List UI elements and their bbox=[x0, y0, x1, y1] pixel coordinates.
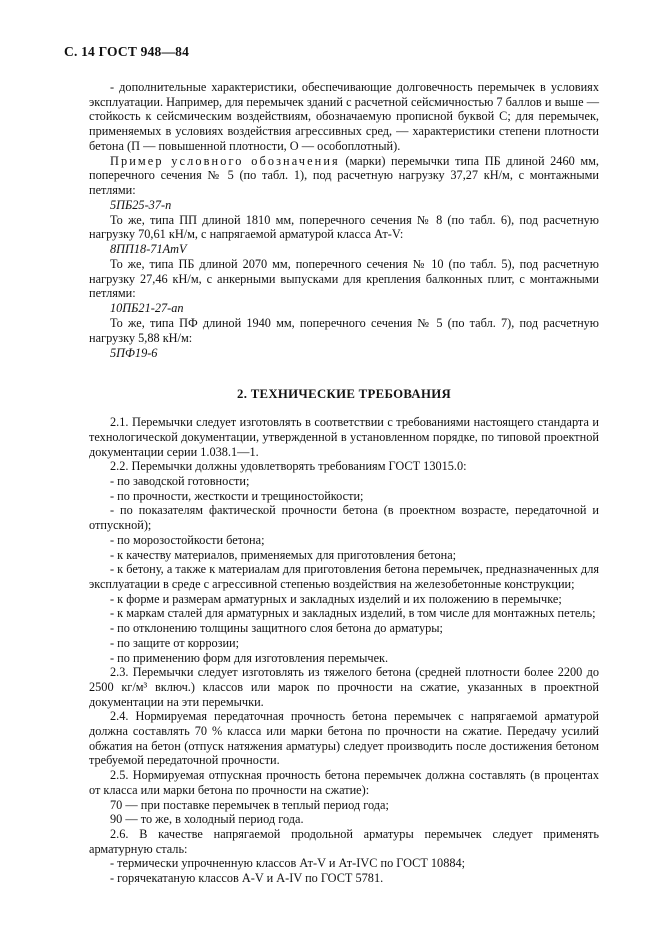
list-item: - по заводской готовности; bbox=[110, 474, 250, 489]
designation-mark-1: 5ПБ25-37-п bbox=[110, 197, 172, 212]
list-item: - по показателям фактической прочности бетона (в проектном возрасте, передаточной и отпускной); bbox=[89, 503, 599, 533]
example-label: Пример условного обозначения bbox=[110, 153, 340, 168]
designation-mark-3: 10ПБ21-27-ап bbox=[110, 301, 184, 316]
designation-mark-2: 8ПП18-71АтV bbox=[110, 242, 187, 257]
paragraph-example-4: То же, типа ПФ длиной 1940 мм, поперечного сечения № 5 (по табл. 7), под расчетную нагрузку 5,88 кН/м: bbox=[89, 316, 599, 345]
paragraph-example-2: То же, типа ПП длиной 1810 мм, поперечного сечения № 8 (по табл. 6), под расчетную нагрузку 70,61 кН/м, с напрягаемой арматурой класса Ат-V: bbox=[89, 212, 599, 242]
paragraph-example-3: То же, типа ПБ длиной 2070 мм, поперечного сечения № 10 (по табл. 5), под расчетную нагрузку 27,46 кН/м, с анкерными выпусками для крепления балконных плит, с монтажными петлями: bbox=[89, 257, 599, 301]
example-text: (марки) перемычки типа ПБ длиной 2460 мм, поперечного сечения № 5 (по табл. 1), под расчетную нагрузку 37,27 кН/м, с монтажными петлями: bbox=[89, 153, 599, 197]
clause-2-1: 2.1. Перемычки следует изготовлять в соответствии с требованиями настоящего стандарта и технологической документации, утвержденной в установленном порядке, по типовой проектной документации серии 1.038.1—1. bbox=[89, 415, 599, 459]
list-item: 90 — то же, в холодный период года. bbox=[110, 812, 304, 827]
clause-2-3: 2.3. Перемычки следует изготовлять из тяжелого бетона (средней плотности более 2200 до 2500 кг/м³ включ.) классов или марок по прочности на сжатие, указанных в проектной документации на эти перемычки. bbox=[89, 665, 599, 709]
page-header: С. 14 ГОСТ 948—84 bbox=[64, 44, 190, 59]
list-item: - к форме и размерам арматурных и закладных изделий и их положению в перемычке; bbox=[110, 591, 562, 606]
list-item: - к маркам сталей для арматурных и закладных изделий, в том числе для монтажных петель; bbox=[110, 606, 596, 621]
paragraph-example bbox=[89, 154, 599, 198]
paragraph-characteristics: - дополнительные характеристики, обеспечивающие долговечность перемычек в условиях эксплуатации. Например, для перемычек зданий с расчетной сейсмичностью 7 баллов и выше — стойкость к сейсмическим воздействиям, обозначаемую прописной буквой С; для перемычек, применяемых в условиях воздействия агрессивных сред, — характеристики степени плотности бетона (П — повышенной плотности, О — особоплотный). bbox=[89, 80, 599, 153]
list-item: - по морозостойкости бетона; bbox=[110, 532, 265, 547]
clause-2-5: 2.5. Нормируемая отпускная прочность бетона перемычек должна составлять (в процентах от класса или марки бетона по прочности на сжатие): bbox=[89, 768, 599, 797]
list-item: - термически упрочненную классов Ат-V и Ат-IVC по ГОСТ 10884; bbox=[110, 856, 466, 871]
clause-2-4: 2.4. Нормируемая передаточная прочность бетона перемычек с напрягаемой арматурой должна составлять 70 % класса или марки бетона по прочности на сжатие. Передачу усилий обжатия на бетон (отпуск натяжения арматуры) следует производить после достижения бетоном требуемой передаточной прочности. bbox=[89, 709, 599, 768]
list-item: - по применению форм для изготовления перемычек. bbox=[110, 650, 389, 665]
list-item: - горячекатаную классов А-V и А-IV по ГОСТ 5781. bbox=[110, 871, 384, 886]
list-item: - по отклонению толщины защитного слоя бетона до арматуры; bbox=[110, 621, 443, 636]
clause-2-6: 2.6. В качестве напрягаемой продольной арматуры перемычек следует применять арматурную сталь: bbox=[89, 826, 599, 856]
list-item: - по прочности, жесткости и трещиностойкости; bbox=[110, 488, 364, 503]
section-title: 2. ТЕХНИЧЕСКИЕ ТРЕБОВАНИЯ bbox=[237, 386, 451, 401]
designation-mark-4: 5ПФ19-6 bbox=[110, 345, 158, 360]
list-item: 70 — при поставке перемычек в теплый период года; bbox=[110, 797, 389, 812]
document-body bbox=[89, 80, 599, 886]
clause-2-2: 2.2. Перемычки должны удовлетворять требованиям ГОСТ 13015.0: bbox=[110, 459, 467, 474]
list-item: - по защите от коррозии; bbox=[110, 635, 240, 650]
list-item: - к качеству материалов, применяемых для приготовления бетона; bbox=[110, 547, 457, 562]
list-item: - к бетону, а также к материалам для приготовления бетона перемычек, предназначенных для эксплуатации в среде с агрессивной степенью воздействия на железобетонные конструкции; bbox=[89, 562, 599, 591]
